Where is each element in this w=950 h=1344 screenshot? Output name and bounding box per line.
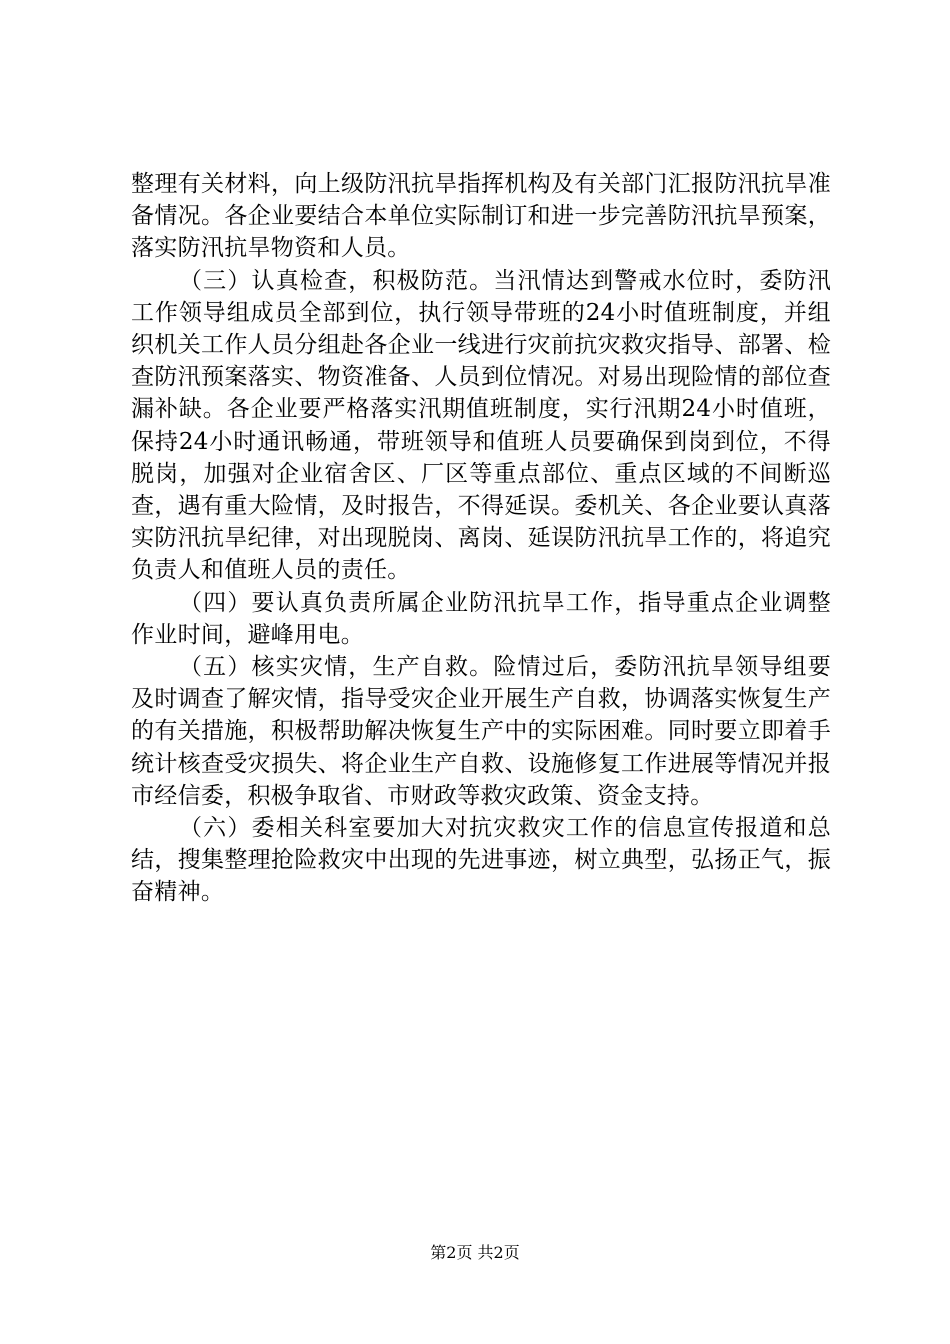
page-footer	[0, 1243, 950, 1263]
paragraph-section-5: （五）核实灾情，生产自救。险情过后，委防汛抗旱领导组要及时调查了解灾情，指导受灾企业开展生产自救，协调落实恢复生产的有关措施，积极帮助解决恢复生产中的实际困难。同时要立即着手统计核查受灾损失、将企业生产自救、设施修复工作进展等情况并报市经信委，积极争取省、市财政等救灾政策、资金支持。	[131, 654, 831, 809]
paragraph-section-3: （三）认真检查，积极防范。当汛情达到警戒水位时，委防汛工作领导组成员全部到位，执行领导带班的24小时值班制度，并组织机关工作人员分组赴各企业一线进行灾前抗灾救灾指导、部署、检查防汛预案落实、物资准备、人员到位情况。对易出现险情的部位查漏补缺。各企业要严格落实汛期值班制度，实行汛期24小时值班，保持24小时通讯畅通，带班领导和值班人员要确保到岗到位，不得脱岗，加强对企业宿舍区、厂区等重点部位、重点区域的不间断巡查，遇有重大险情，及时报告，不得延误。委机关、各企业要认真落实防汛抗旱纪律，对出现脱岗、离岗、延误防汛抗旱工作的，将追究负责人和值班人员的责任。	[131, 267, 831, 584]
paragraph-section-6: （六）委相关科室要加大对抗灾救灾工作的信息宣传报道和总结，搜集整理抢险救灾中出现的先进事迹，树立典型，弘扬正气，振奋精神。	[131, 815, 831, 906]
page-number-label: 第2页 共2页	[430, 1243, 520, 1262]
document-body	[131, 168, 831, 909]
paragraph-section-4: （四）要认真负责所属企业防汛抗旱工作，指导重点企业调整作业时间，避峰用电。	[131, 589, 831, 648]
paragraph-continuation: 整理有关材料，向上级防汛抗旱指挥机构及有关部门汇报防汛抗旱准备情况。各企业要结合本单位实际制订和进一步完善防汛抗旱预案，落实防汛抗旱物资和人员。	[131, 171, 831, 262]
